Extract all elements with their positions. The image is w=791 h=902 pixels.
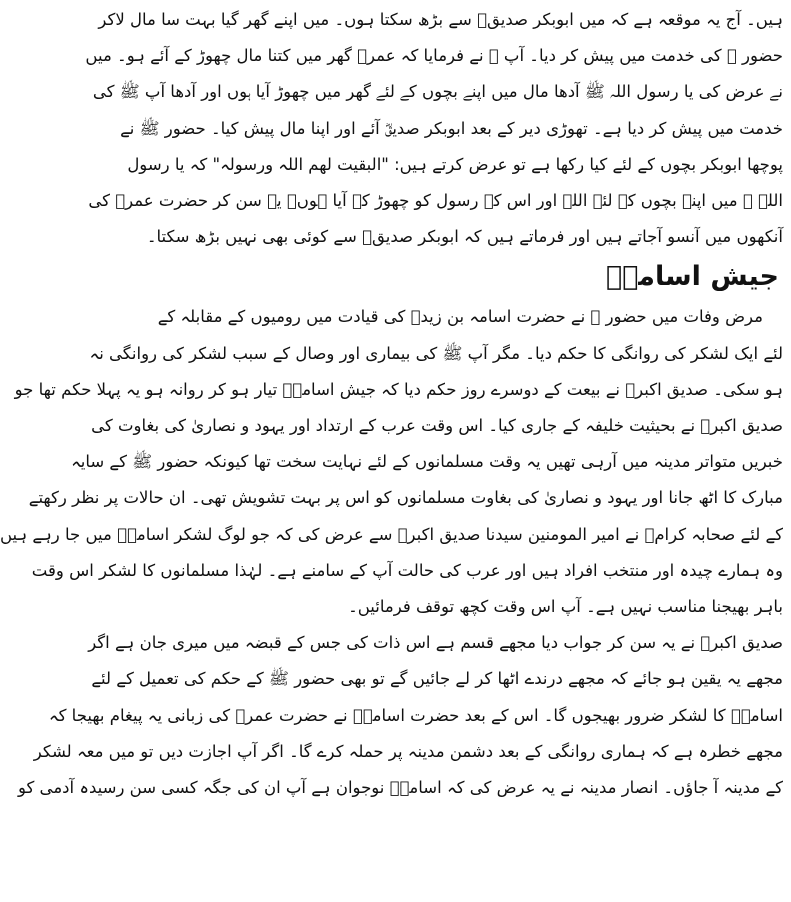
- text-line: صدیق اکبرؓ نے بحیثیت خلیفہ کے جاری کیا۔ اس وقت عرب کے ارتداد اور یہود و نصاریٰ کی بغاوت کی: [91, 416, 783, 436]
- text-line: خبریں متواتر مدینہ میں آرہی تھیں یہ وقت مسلمانوں کے لئے نہایت سخت تھا کیونکہ حضور ﷺ کے سایہ: [71, 452, 783, 472]
- paragraph-army-of-usama: [0, 299, 783, 625]
- text-line: اللہ ﷺ میں اپنے بچوں کے لئے اللہ اور اس کے رسول کو چھوڑ کے آیا ہوں۔ یہ سن کر حضرت عمرؓ کی: [88, 191, 783, 211]
- text-line: صدیق اکبرؓ نے یہ سن کر جواب دیا مجھے قسم ہے اس ذات کی جس کے قبضہ میں میری جان ہے اگر: [88, 633, 783, 653]
- text-line: کے لئے صحابہ کرامؓ نے امیر المومنین سیدنا صدیق اکبرؓ سے عرض کی کہ جو لوگ لشکر اسامہؓ میں جا رہے ہیں: [0, 524, 783, 544]
- book-page: [0, 2, 783, 898]
- section-heading: جیش اسامہؓ: [605, 261, 779, 293]
- text-line: مبارک کا اٹھ جانا اور یہود و نصاریٰ کی بغاوت مسلمانوں کو اس پر بہت تشویش تھی۔ ان حالات پر نظر رکھتے: [28, 488, 783, 508]
- paragraph-abu-bakr-charity: [85, 2, 783, 255]
- text-line: مجھے یہ یقین ہو جائے کہ مجھے درندے اٹھا کر لے جائیں گے تو بھی حضور ﷺ کے حکم کی تعمیل کے لئے: [91, 669, 783, 689]
- text-line: آنکھوں میں آنسو آجاتے ہیں اور فرماتے ہیں کہ ابوبکر صدیقؓ سے کوئی بھی نہیں بڑھ سکتا۔: [146, 227, 783, 247]
- text-line: کے مدینہ آ جاؤں۔ انصار مدینہ نے یہ عرض کی کہ اسامہؓ نوجوان ہے آپ ان کی جگہ کسی سن رسیدہ آدمی کو: [17, 778, 783, 798]
- text-line: مجھے خطرہ ہے کہ ہماری روانگی کے بعد دشمن مدینہ پر حملہ کرے گا۔ اگر آپ اجازت دیں تو میں معہ لشکر: [33, 741, 783, 761]
- text-line: خدمت میں پیش کر دیا ہے۔ تھوڑی دیر کے بعد ابوبکر صدیقؓ آئے اور اپنا مال پیش کیا۔ حضور ﷺ نے: [120, 118, 783, 138]
- text-line: ہیں۔ آج یہ موقعہ ہے کہ میں ابوبکر صدیقؓ سے بڑھ سکتا ہوں۔ میں اپنے گھر گیا بہت سا مال لاکر: [98, 10, 783, 29]
- text-line: لئے ایک لشکر کی روانگی کا حکم دیا۔ مگر آپ ﷺ کی بیماری اور وصال کے سبب لشکر کی روانگی نہ: [89, 343, 783, 363]
- text-line: حضور ﷺ کی خدمت میں پیش کر دیا۔ آپ ﷺ نے فرمایا کہ عمرؓ گھر میں کتنا مال چھوڑ کے آئے ہو۔ میں: [85, 46, 783, 66]
- paragraph-abu-bakr-reply: [17, 625, 783, 806]
- text-line: نے عرض کی یا رسول اللہ ﷺ آدھا مال میں اپنے بچوں کے لئے گھر میں چھوڑ آیا ہوں اور آدھا آپ ﷺ کی: [92, 82, 783, 102]
- text-line: مرض وفات میں حضور ﷺ نے حضرت اسامہ بن زیدؓ کی قیادت میں رومیوں کے مقابلہ کے: [157, 307, 763, 327]
- text-line: اسامہؓ کا لشکر ضرور بھیجوں گا۔ اس کے بعد حضرت اسامہؓ نے حضرت عمرؓ کی زبانی یہ پیغام بھیجا کہ: [48, 705, 783, 725]
- text-line: ہو سکی۔ صدیق اکبرؓ نے بیعت کے دوسرے روز حکم دیا کہ جیش اسامہؓ تیار ہو کر روانہ ہو یہ پہلا حکم تھا جو: [14, 379, 783, 399]
- text-line: وہ ہمارے چیدہ اور منتخب افراد ہیں اور عرب کی حالت آپ کے سامنے ہے۔ لہٰذا مسلمانوں کا لشکر اس وقت: [31, 560, 783, 580]
- text-line: باہر بھیجنا مناسب نہیں ہے۔ آپ اس وقت کچھ توقف فرمائیں۔: [348, 597, 783, 617]
- text-line: پوچھا ابوبکر بچوں کے لئے کیا رکھا ہے تو عرض کرتے ہیں: "البقیت لھم اللہ ورسولہ" کہ یا رسول: [127, 154, 783, 174]
